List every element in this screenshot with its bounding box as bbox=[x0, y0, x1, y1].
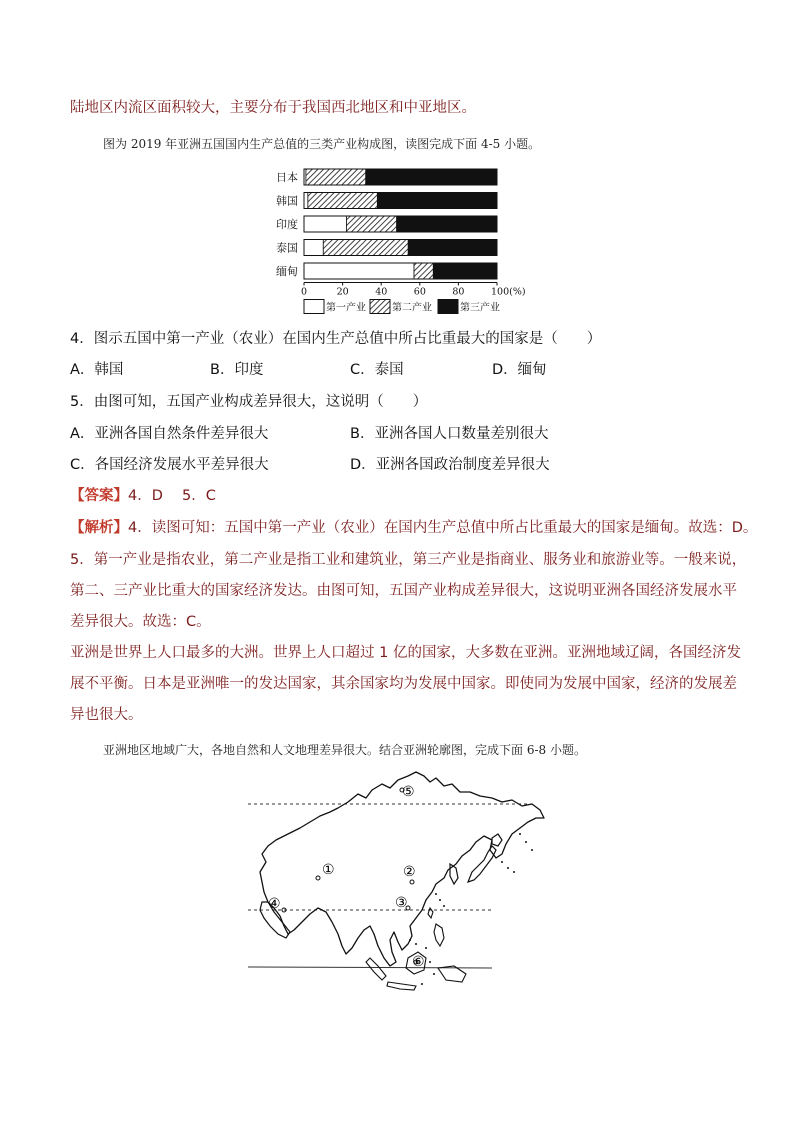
q4-option-c: C．泰国 bbox=[350, 362, 404, 378]
q4-option-d: D．缅甸 bbox=[492, 362, 547, 378]
chart-bar-segment-2 bbox=[323, 240, 408, 256]
analysis-line-5: 亚洲是世界上人口最多的大洲。世界上人口超过 1 亿的国家，大多数在亚洲。亚洲地域辽阔，各国经济发 bbox=[70, 645, 741, 661]
question-4-stem: 4．图示五国中第一产业（农业）在国内生产总值中所占比重最大的国家是（ ） bbox=[70, 331, 602, 347]
intro-continuation: 陆地区内流区面积较大，主要分布于我国西北地区和中亚地区。 bbox=[70, 100, 476, 116]
chart-legend-swatch-1 bbox=[304, 300, 324, 314]
answer-text: 4．D 5．C bbox=[128, 488, 216, 504]
chart-bar-segment-3 bbox=[408, 240, 497, 256]
chart-bar-segment-3 bbox=[397, 216, 497, 232]
analysis-line-1 bbox=[70, 518, 757, 538]
philippines-outline bbox=[434, 924, 444, 946]
map-marker-6-label: ⑥ bbox=[412, 954, 425, 970]
q5-option-a: A．亚洲各国自然条件差异很大 bbox=[70, 426, 269, 442]
analysis-text-1: 4．读图可知：五国中第一产业（农业）在国内生产总值中所占比重最大的国家是缅甸。故选：D。 bbox=[128, 520, 758, 536]
chart-legend-swatch-3 bbox=[438, 300, 458, 314]
map-marker-4 bbox=[268, 896, 286, 912]
map-marker-5 bbox=[400, 784, 415, 800]
q5-option-b: B．亚洲各国人口数量差别很大 bbox=[350, 426, 549, 442]
chart-bar-segment-2 bbox=[346, 216, 396, 232]
chart-legend-label-2: 第二产业 bbox=[392, 302, 432, 314]
analysis-tag: 【解析】 bbox=[70, 520, 128, 536]
chart-bar-segment-1 bbox=[304, 216, 346, 232]
chart-legend-label-1: 第一产业 bbox=[326, 302, 366, 314]
map-marker-2-label: ② bbox=[403, 864, 416, 880]
chart-category-label: 缅甸 bbox=[276, 265, 298, 278]
sumatra-outline bbox=[366, 958, 386, 980]
java-outline bbox=[387, 982, 416, 990]
chart-category-label: 韩国 bbox=[276, 194, 298, 208]
chart-x-tick-label: 60 bbox=[413, 286, 426, 298]
figure2-caption: 亚洲地区地域广大，各地自然和人文地理差异很大。结合亚洲轮廓图，完成下面 6-8 小题。 bbox=[103, 743, 586, 757]
answer-tag: 【答案】 bbox=[70, 488, 128, 504]
chart-x-tick-label: 20 bbox=[336, 286, 349, 298]
chart-category-label: 泰国 bbox=[276, 241, 298, 255]
chart-bar-segment-2 bbox=[308, 193, 377, 209]
chart-legend-label-3: 第三产业 bbox=[460, 302, 500, 314]
chart-x-tick-label: 100(%) bbox=[491, 286, 526, 298]
analysis-line-6: 展不平衡。日本是亚洲唯一的发达国家，其余国家均为发展中国家。即使同为发展中国家，经济的发展差 bbox=[70, 676, 737, 692]
map-marker-1 bbox=[316, 862, 335, 880]
chart-bar-segment-1 bbox=[304, 263, 414, 279]
chart-legend-swatch-2 bbox=[370, 300, 390, 314]
chart-bar-segment-3 bbox=[433, 263, 497, 279]
small-islands bbox=[409, 833, 533, 985]
chart-category-label: 印度 bbox=[276, 218, 298, 231]
answer-line bbox=[70, 486, 216, 506]
analysis-line-3: 第二、三产业比重大的国家经济发达。由图可知，五国产业构成差异很大，这说明亚洲各国经济发展水平 bbox=[70, 583, 737, 599]
asia-outline-map bbox=[240, 762, 560, 1002]
question-5-stem: 5．由图可知，五国产业构成差异很大，这说明（ ） bbox=[70, 394, 428, 410]
analysis-line-7: 异也很大。 bbox=[70, 707, 143, 723]
industry-structure-chart bbox=[270, 160, 530, 315]
map-marker-3-label: ③ bbox=[395, 895, 408, 911]
chart-category-label: 日本 bbox=[276, 171, 298, 184]
chart-x-tick-label: 40 bbox=[375, 286, 388, 298]
chart-bar-segment-3 bbox=[366, 169, 497, 185]
map-marker-2 bbox=[403, 864, 416, 884]
q4-option-b: B．印度 bbox=[210, 362, 264, 378]
map-marker-5-label: ⑤ bbox=[402, 784, 415, 800]
figure1-caption: 图为 2019 年亚洲五国国内生产总值的三类产业构成图，读图完成下面 4-5 小题。 bbox=[103, 137, 541, 151]
analysis-line-4: 差异很大。故选：C。 bbox=[70, 614, 211, 630]
map-marker-4-label: ④ bbox=[268, 896, 281, 912]
chart-bar-segment-2 bbox=[414, 263, 433, 279]
analysis-line-2: 5．第一产业是指农业，第二产业是指工业和建筑业，第三产业是指商业、服务业和旅游业等。一般来说， bbox=[70, 552, 747, 568]
map-marker-1-label: ① bbox=[322, 862, 335, 878]
chart-x-tick-label: 80 bbox=[452, 286, 465, 298]
map-marker-3 bbox=[395, 895, 410, 911]
asia-mainland-outline bbox=[260, 772, 544, 966]
chart-bar-segment-1 bbox=[304, 240, 323, 256]
new-guinea-outline bbox=[438, 966, 466, 982]
hokkaido-outline bbox=[492, 834, 502, 846]
q4-option-a: A．韩国 bbox=[70, 362, 124, 378]
chart-x-tick-label: 0 bbox=[301, 286, 308, 298]
q5-option-d: D．亚洲各国政治制度差异很大 bbox=[350, 457, 550, 473]
chart-bar-segment-1 bbox=[304, 193, 308, 209]
q5-option-c: C．各国经济发展水平差异很大 bbox=[70, 457, 269, 473]
chart-bar-segment-3 bbox=[377, 193, 497, 209]
chart-bar-segment-2 bbox=[306, 169, 366, 185]
map-marker-6 bbox=[412, 954, 425, 970]
